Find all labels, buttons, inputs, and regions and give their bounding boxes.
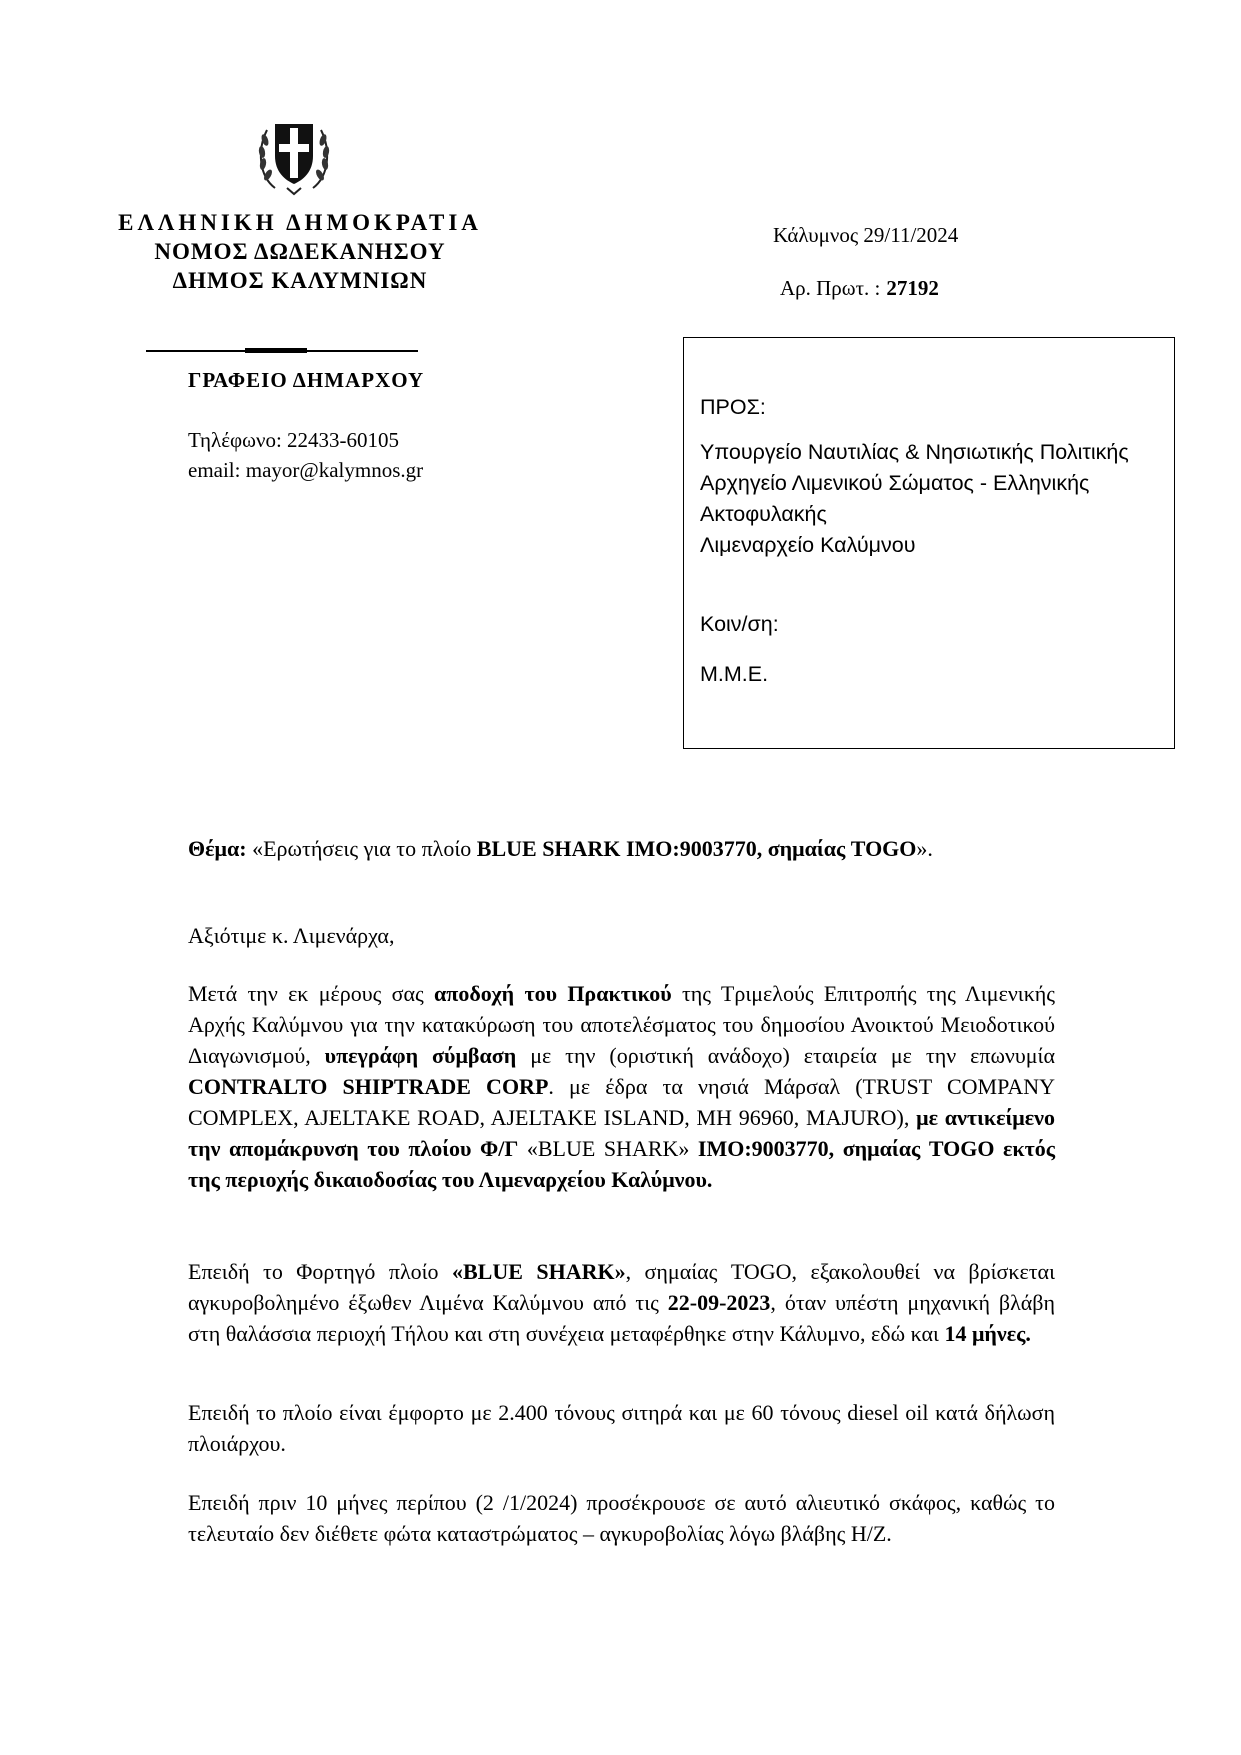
office-phone: Τηλέφωνο: 22433-60105 — [188, 428, 400, 452]
recipient-list — [700, 437, 1140, 561]
recipient-item: Αρχηγείο Λιμενικού Σώματος - Ελληνικής Ακτοφυλακής — [700, 471, 1090, 526]
text-run: με την (οριστική ανάδοχο) εταιρεία με την επωνυμία — [516, 1043, 1056, 1068]
text-run-bold: «BLUE SHARK» — [452, 1259, 626, 1284]
paragraph-anchorage — [188, 1256, 1055, 1349]
protocol-number — [780, 276, 939, 301]
recipient-item: Λιμεναρχείο Καλύμνου — [700, 533, 916, 557]
header-divider-mark — [245, 348, 307, 353]
text-run: , όταν υπέστη μηχανική βλάβη στη θαλάσσια περιοχή Τήλου και στη συνέχεια μεταφέρθηκε στην Κάλυμνο, εδώ και — [188, 1290, 1055, 1346]
recipient-cc: Μ.Μ.Ε. — [700, 662, 769, 686]
greek-coat-of-arms-icon — [253, 110, 335, 196]
recipient-to-label: ΠΡΟΣ: — [700, 395, 766, 419]
text-run: Επειδή το Φορτηγό πλοίο — [188, 1259, 452, 1284]
text-run-bold: υπεγράφη σύμβαση — [324, 1043, 517, 1068]
header-country: ΕΛΛΗΝΙΚΗ ΔΗΜΟΚΡΑΤΙΑ — [118, 210, 482, 235]
subject-close: ». — [916, 836, 933, 861]
document-date: Κάλυμνος 29/11/2024 — [773, 223, 959, 247]
header-prefecture: ΝΟΜΟΣ ΔΩΔΕΚΑΝΗΣΟΥ — [154, 239, 446, 264]
subject-label: Θέμα: — [188, 836, 247, 861]
salutation: Αξιότιμε κ. Λιμενάρχα, — [188, 923, 395, 948]
office-name: ΓΡΑΦΕΙΟ ΔΗΜΑΡΧΟΥ — [188, 368, 425, 392]
text-run-bold: 22-09-2023 — [667, 1290, 771, 1315]
paragraph-cargo: Επειδή το πλοίο είναι έμφορτο με 2.400 τόνους σιτηρά και με 60 τόνους diesel oil κατά δήλωση πλοιάρχου. — [188, 1400, 1055, 1456]
text-run-bold: CONTRALTO SHIPTRADE CORP — [188, 1074, 549, 1099]
text-run: . με έδρα τα νησιά Μάρσαλ (TRUST COMPANY COMPLEX, AJELTAKE ROAD, AJELTAKE ISLAND, MH 96960, MAJURO), — [188, 1074, 1055, 1130]
subject-line — [188, 836, 933, 862]
recipient-item: Υπουργείο Ναυτιλίας & Νησιωτικής Πολιτικής — [700, 440, 1129, 464]
paragraph-contract — [188, 978, 1055, 1195]
recipient-cc-label: Κοιν/ση: — [700, 612, 779, 636]
header-municipality: ΔΗΜΟΣ ΚΑΛΥΜΝΙΩΝ — [172, 268, 428, 293]
text-run: της Τριμελούς Επιτροπής της Λιμενικής Αρχής Καλύμνου για την κατακύρωση του αποτελέσματος του δημοσίου Ανοικτού Μειοδοτικού Διαγωνισμού, — [188, 981, 1055, 1068]
text-run-bold: αποδοχή του Πρακτικού — [434, 981, 672, 1006]
paragraph-collision: Επειδή πριν 10 μήνες περίπου (2 /1/2024) προσέκρουσε σε αυτό αλιευτικό σκάφος, καθώς το τελευταίο δεν διέθετε φώτα καταστρώματος – αγκυροβολίας λόγω βλάβης Η/Ζ. — [188, 1490, 1055, 1546]
protocol-value: 27192 — [886, 276, 939, 300]
office-email: email: mayor@kalymnos.gr — [188, 458, 424, 482]
text-run: , σημαίας TOGO, εξακολουθεί να βρίσκεται αγκυροβολημένο έξωθεν Λιμένα Καλύμνου από τις — [188, 1259, 1055, 1315]
protocol-label: Αρ. Πρωτ. : — [780, 276, 881, 300]
text-run: Μετά την εκ μέρους σας — [188, 981, 435, 1006]
text-run-bold: 14 μήνες. — [944, 1321, 1031, 1346]
subject-ship: BLUE SHARK — [476, 836, 621, 861]
subject-details: IMO:9003770, σημαίας TOGO — [620, 836, 917, 861]
subject-open: «Ερωτήσεις για το πλοίο — [252, 836, 477, 861]
text-run: «BLUE SHARK» — [518, 1136, 698, 1161]
text-run-bold: IMO:9003770, σημαίας TOGO εκτός της περιοχής δικαιοδοσίας του Λιμεναρχείου Καλύμνου. — [188, 1136, 1055, 1192]
text-run-bold: με αντικείμενο την απομάκρυνση του πλοίου Φ/Γ — [188, 1105, 1056, 1161]
